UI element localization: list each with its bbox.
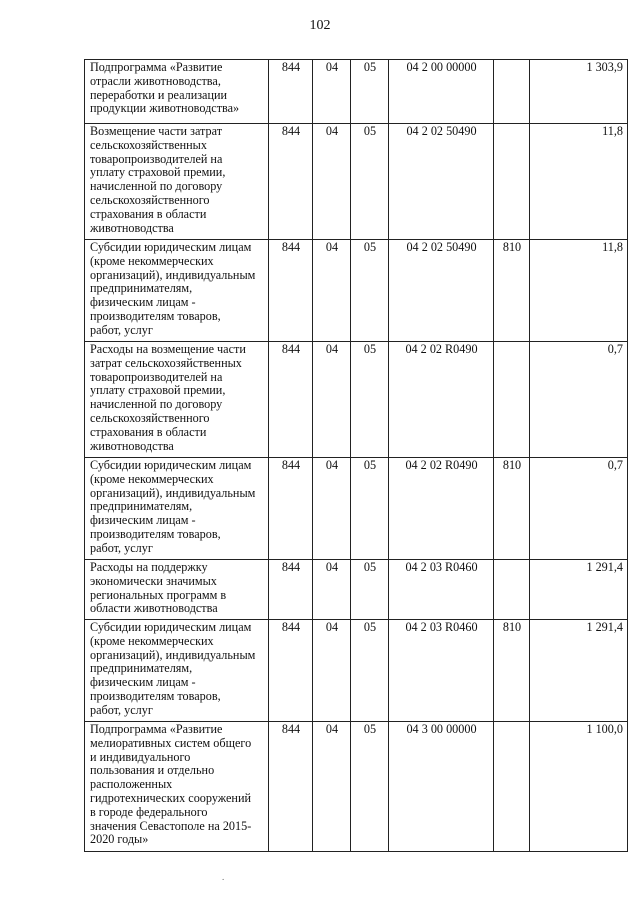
ministry-code-cell (269, 124, 313, 240)
target-article-cell-text: 04 2 02 R0490 (405, 458, 478, 472)
target-article-cell (389, 342, 494, 458)
section-code-cell-text: 04 (325, 342, 339, 356)
section-code-cell (313, 560, 351, 620)
row-name-cell-text: Субсидии юридическим лицам (кроме некоммерческих организаций), индивидуальным предпринимателям, физическим лицам - производителям товаров, работ, услуг (90, 620, 256, 717)
amount-cell-text: 11,8 (602, 124, 623, 138)
expense-type-cell (494, 60, 530, 124)
expense-type-cell-text: 810 (502, 620, 522, 634)
table-row (85, 240, 628, 342)
subsection-code-cell (351, 722, 389, 852)
section-code-cell (313, 240, 351, 342)
row-name-cell (85, 240, 269, 342)
amount-cell (530, 560, 628, 620)
subsection-code-cell-text: 05 (363, 560, 377, 574)
target-article-cell-text: 04 2 02 50490 (406, 124, 477, 138)
amount-cell-text: 0,7 (607, 342, 623, 356)
subsection-code-cell-text: 05 (363, 722, 377, 736)
ministry-code-cell-text: 844 (281, 342, 301, 356)
row-name-cell (85, 722, 269, 852)
section-code-cell (313, 342, 351, 458)
subsection-code-cell-text: 05 (363, 458, 377, 472)
row-name-cell-text: Расходы на возмещение части затрат сельскохозяйственных товаропроизводителей на уплату страховой премии, начисленной по договору сельскохозяйственного страхования в области животноводства (90, 342, 246, 453)
table-row (85, 560, 628, 620)
table-row (85, 722, 628, 852)
section-code-cell-text: 04 (325, 124, 339, 138)
amount-cell (530, 458, 628, 560)
ministry-code-cell (269, 240, 313, 342)
table-row (85, 60, 628, 124)
target-article-cell (389, 124, 494, 240)
expense-type-cell (494, 620, 530, 722)
amount-cell-text: 1 291,4 (586, 620, 623, 634)
ministry-code-cell (269, 620, 313, 722)
target-article-cell-text: 04 2 00 00000 (406, 60, 477, 74)
table-row (85, 124, 628, 240)
section-code-cell (313, 60, 351, 124)
ministry-code-cell-text: 844 (281, 124, 301, 138)
expense-type-cell (494, 458, 530, 560)
row-name-cell-text: Возмещение части затрат сельскохозяйственных товаропроизводителей на уплату страховой премии, начисленной по договору сельскохозяйственного страхования в области животноводства (90, 124, 226, 235)
expense-type-cell-text: 810 (502, 458, 522, 472)
ministry-code-cell (269, 458, 313, 560)
subsection-code-cell (351, 60, 389, 124)
row-name-cell (85, 60, 269, 124)
section-code-cell-text: 04 (325, 560, 339, 574)
scan-mark: . (222, 872, 225, 882)
subsection-code-cell (351, 620, 389, 722)
target-article-cell (389, 620, 494, 722)
subsection-code-cell-text: 05 (363, 342, 377, 356)
page-number: 102 (309, 18, 331, 33)
ministry-code-cell-text: 844 (281, 60, 301, 74)
row-name-cell (85, 124, 269, 240)
target-article-cell (389, 458, 494, 560)
amount-cell (530, 342, 628, 458)
section-code-cell-text: 04 (325, 60, 339, 74)
section-code-cell (313, 620, 351, 722)
amount-cell-text: 0,7 (607, 458, 623, 472)
amount-cell-text: 11,8 (602, 240, 623, 254)
ministry-code-cell-text: 844 (281, 620, 301, 634)
section-code-cell (313, 124, 351, 240)
budget-table (84, 59, 628, 852)
subsection-code-cell (351, 124, 389, 240)
row-name-cell (85, 560, 269, 620)
expense-type-cell (494, 124, 530, 240)
row-name-cell-text: Расходы на поддержку экономически значимых региональных программ в области животноводства (90, 560, 227, 616)
target-article-cell-text: 04 2 02 50490 (406, 240, 477, 254)
ministry-code-cell-text: 844 (281, 560, 301, 574)
amount-cell-text: 1 291,4 (586, 560, 623, 574)
subsection-code-cell (351, 240, 389, 342)
row-name-cell (85, 342, 269, 458)
target-article-cell-text: 04 3 00 00000 (406, 722, 477, 736)
row-name-cell-text: Субсидии юридическим лицам (кроме некоммерческих организаций), индивидуальным предпринимателям, физическим лицам - производителям товаров, работ, услуг (90, 240, 256, 337)
ministry-code-cell (269, 722, 313, 852)
subsection-code-cell (351, 458, 389, 560)
amount-cell-text: 1 303,9 (586, 60, 623, 74)
section-code-cell-text: 04 (325, 240, 339, 254)
subsection-code-cell-text: 05 (363, 620, 377, 634)
ministry-code-cell-text: 844 (281, 722, 301, 736)
expense-type-cell (494, 722, 530, 852)
amount-cell (530, 722, 628, 852)
amount-cell (530, 60, 628, 124)
subsection-code-cell-text: 05 (363, 240, 377, 254)
target-article-cell (389, 722, 494, 852)
expense-type-cell-text: 810 (502, 240, 522, 254)
expense-type-cell (494, 560, 530, 620)
section-code-cell-text: 04 (325, 458, 339, 472)
ministry-code-cell-text: 844 (281, 240, 301, 254)
subsection-code-cell-text: 05 (363, 60, 377, 74)
subsection-code-cell (351, 342, 389, 458)
table-row (85, 458, 628, 560)
amount-cell-text: 1 100,0 (586, 722, 623, 736)
target-article-cell (389, 60, 494, 124)
table-row (85, 620, 628, 722)
ministry-code-cell (269, 60, 313, 124)
ministry-code-cell (269, 560, 313, 620)
section-code-cell-text: 04 (325, 620, 339, 634)
table-row (85, 342, 628, 458)
expense-type-cell (494, 342, 530, 458)
amount-cell (530, 240, 628, 342)
section-code-cell-text: 04 (325, 722, 339, 736)
subsection-code-cell-text: 05 (363, 124, 377, 138)
row-name-cell-text: Субсидии юридическим лицам (кроме некоммерческих организаций), индивидуальным предпринимателям, физическим лицам - производителям товаров, работ, услуг (90, 458, 256, 555)
target-article-cell-text: 04 2 03 R0460 (405, 620, 478, 634)
target-article-cell (389, 240, 494, 342)
target-article-cell-text: 04 2 03 R0460 (405, 560, 478, 574)
section-code-cell (313, 458, 351, 560)
budget-table-body (85, 60, 628, 852)
amount-cell (530, 124, 628, 240)
target-article-cell (389, 560, 494, 620)
section-code-cell (313, 722, 351, 852)
subsection-code-cell (351, 560, 389, 620)
ministry-code-cell (269, 342, 313, 458)
amount-cell (530, 620, 628, 722)
ministry-code-cell-text: 844 (281, 458, 301, 472)
target-article-cell-text: 04 2 02 R0490 (405, 342, 478, 356)
expense-type-cell (494, 240, 530, 342)
row-name-cell (85, 620, 269, 722)
row-name-cell-text: Подпрограмма «Развитие мелиоративных систем общего и индивидуального пользования и отдельно расположенных гидротехнических сооружений в городе федерального значения Севастополе на 2015- 2020 годы» (90, 722, 252, 847)
row-name-cell-text: Подпрограмма «Развитие отрасли животноводства, переработки и реализации продукции животноводства» (90, 60, 240, 116)
row-name-cell (85, 458, 269, 560)
